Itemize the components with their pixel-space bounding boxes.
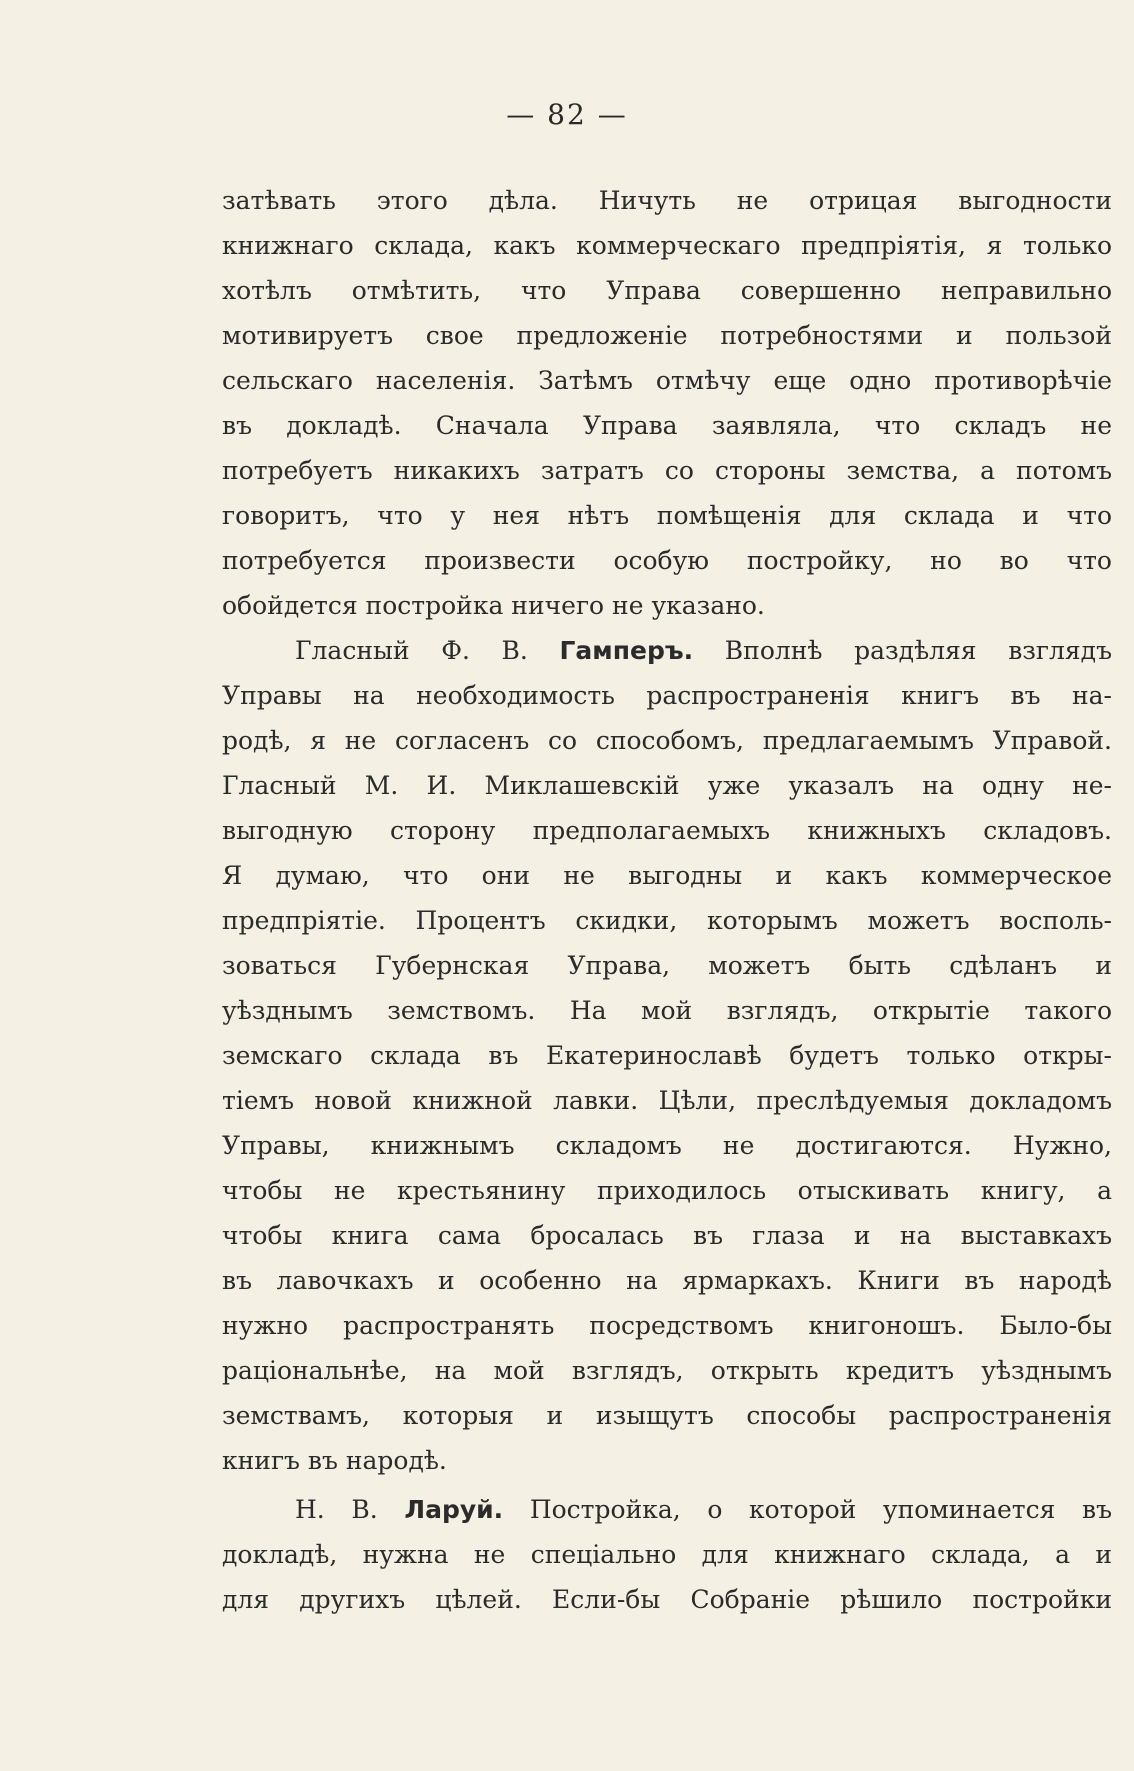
- page-text: [222, 178, 1112, 1622]
- text-line: потребуется произвести особую постройку, но во что: [222, 546, 1112, 575]
- line-text: Постройка, о которой упоминается въ: [529, 1495, 1112, 1524]
- text-line: хотѣлъ отмѣтить, что Управа совершенно неправильно: [222, 276, 1112, 305]
- text-line: сельскаго населенія. Затѣмъ отмѣчу еще одно противорѣчіе: [222, 366, 1112, 395]
- text-line: книгъ въ народѣ.: [222, 1446, 447, 1475]
- text-line: чтобы книга сама бросалась въ глаза и на выставкахъ: [222, 1221, 1112, 1250]
- text-line: Гласный М. И. Миклашевскій уже указалъ на одну не-: [222, 771, 1112, 800]
- text-line: докладѣ, нужна не спеціально для книжнаго склада, а и: [222, 1540, 1112, 1569]
- text-line: зоваться Губернская Управа, можетъ быть сдѣланъ и: [222, 951, 1112, 980]
- paragraph-1: [222, 178, 1112, 628]
- speaker-name: Гамперъ.: [559, 636, 694, 665]
- text-line: [222, 1487, 1112, 1532]
- text-line: земскаго склада въ Екатеринославѣ будетъ только откры-: [222, 1041, 1112, 1070]
- line-text: Вполнѣ раздѣляя взглядъ: [724, 636, 1112, 665]
- text-line: Управы на необходимость распространенія книгъ въ на-: [222, 681, 1112, 710]
- text-line: потребуетъ никакихъ затратъ со стороны земства, а потомъ: [222, 456, 1112, 485]
- text-line: уѣзднымъ земствомъ. На мой взглядъ, открытіе такого: [222, 996, 1112, 1025]
- text-line: [222, 628, 1112, 673]
- text-line: родѣ, я не согласенъ со способомъ, предлагаемымъ Управой.: [222, 726, 1112, 755]
- text-line: мотивируетъ свое предложеніе потребностями и пользой: [222, 321, 1112, 350]
- speaker-prefix: Н. В.: [295, 1495, 378, 1524]
- text-line: Управы, книжнымъ складомъ не достигаются. Нужно,: [222, 1131, 1112, 1160]
- text-line: выгодную сторону предполагаемыхъ книжныхъ складовъ.: [222, 816, 1112, 845]
- speaker-prefix: Гласный Ф. В.: [295, 636, 528, 665]
- text-line: Я думаю, что они не выгодны и какъ коммерческое: [222, 861, 1112, 890]
- text-line: чтобы не крестьянину приходилось отыскивать книгу, а: [222, 1176, 1112, 1205]
- text-line: книжнаго склада, какъ коммерческаго предпріятія, я только: [222, 231, 1112, 260]
- text-line: раціональнѣе, на мой взглядъ, открыть кредитъ уѣзднымъ: [222, 1356, 1112, 1385]
- text-line: предпріятіе. Процентъ скидки, которымъ можетъ восполь-: [222, 906, 1112, 935]
- page-number: — 82 —: [506, 98, 628, 131]
- text-line: говоритъ, что у нея нѣтъ помѣщенія для склада и что: [222, 501, 1112, 530]
- text-line: затѣвать этого дѣла. Ничуть не отрицая выгодности: [222, 186, 1112, 215]
- text-line: земствамъ, которыя и изыщутъ способы распространенія: [222, 1401, 1112, 1430]
- text-line: для другихъ цѣлей. Если-бы Собраніе рѣшило постройки: [222, 1585, 1112, 1614]
- text-line: тіемъ новой книжной лавки. Цѣли, преслѣдуемыя докладомъ: [222, 1086, 1112, 1115]
- text-line: въ лавочкахъ и особенно на ярмаркахъ. Книги въ народѣ: [222, 1266, 1112, 1295]
- paragraph-2: [222, 628, 1112, 1483]
- text-line: обойдется постройка ничего не указано.: [222, 591, 765, 620]
- text-line: нужно распространять посредствомъ книгоношъ. Было-бы: [222, 1311, 1112, 1340]
- paragraph-3: [222, 1487, 1112, 1622]
- speaker-name: Ларуй.: [404, 1495, 504, 1524]
- text-line: въ докладѣ. Сначала Управа заявляла, что складъ не: [222, 411, 1112, 440]
